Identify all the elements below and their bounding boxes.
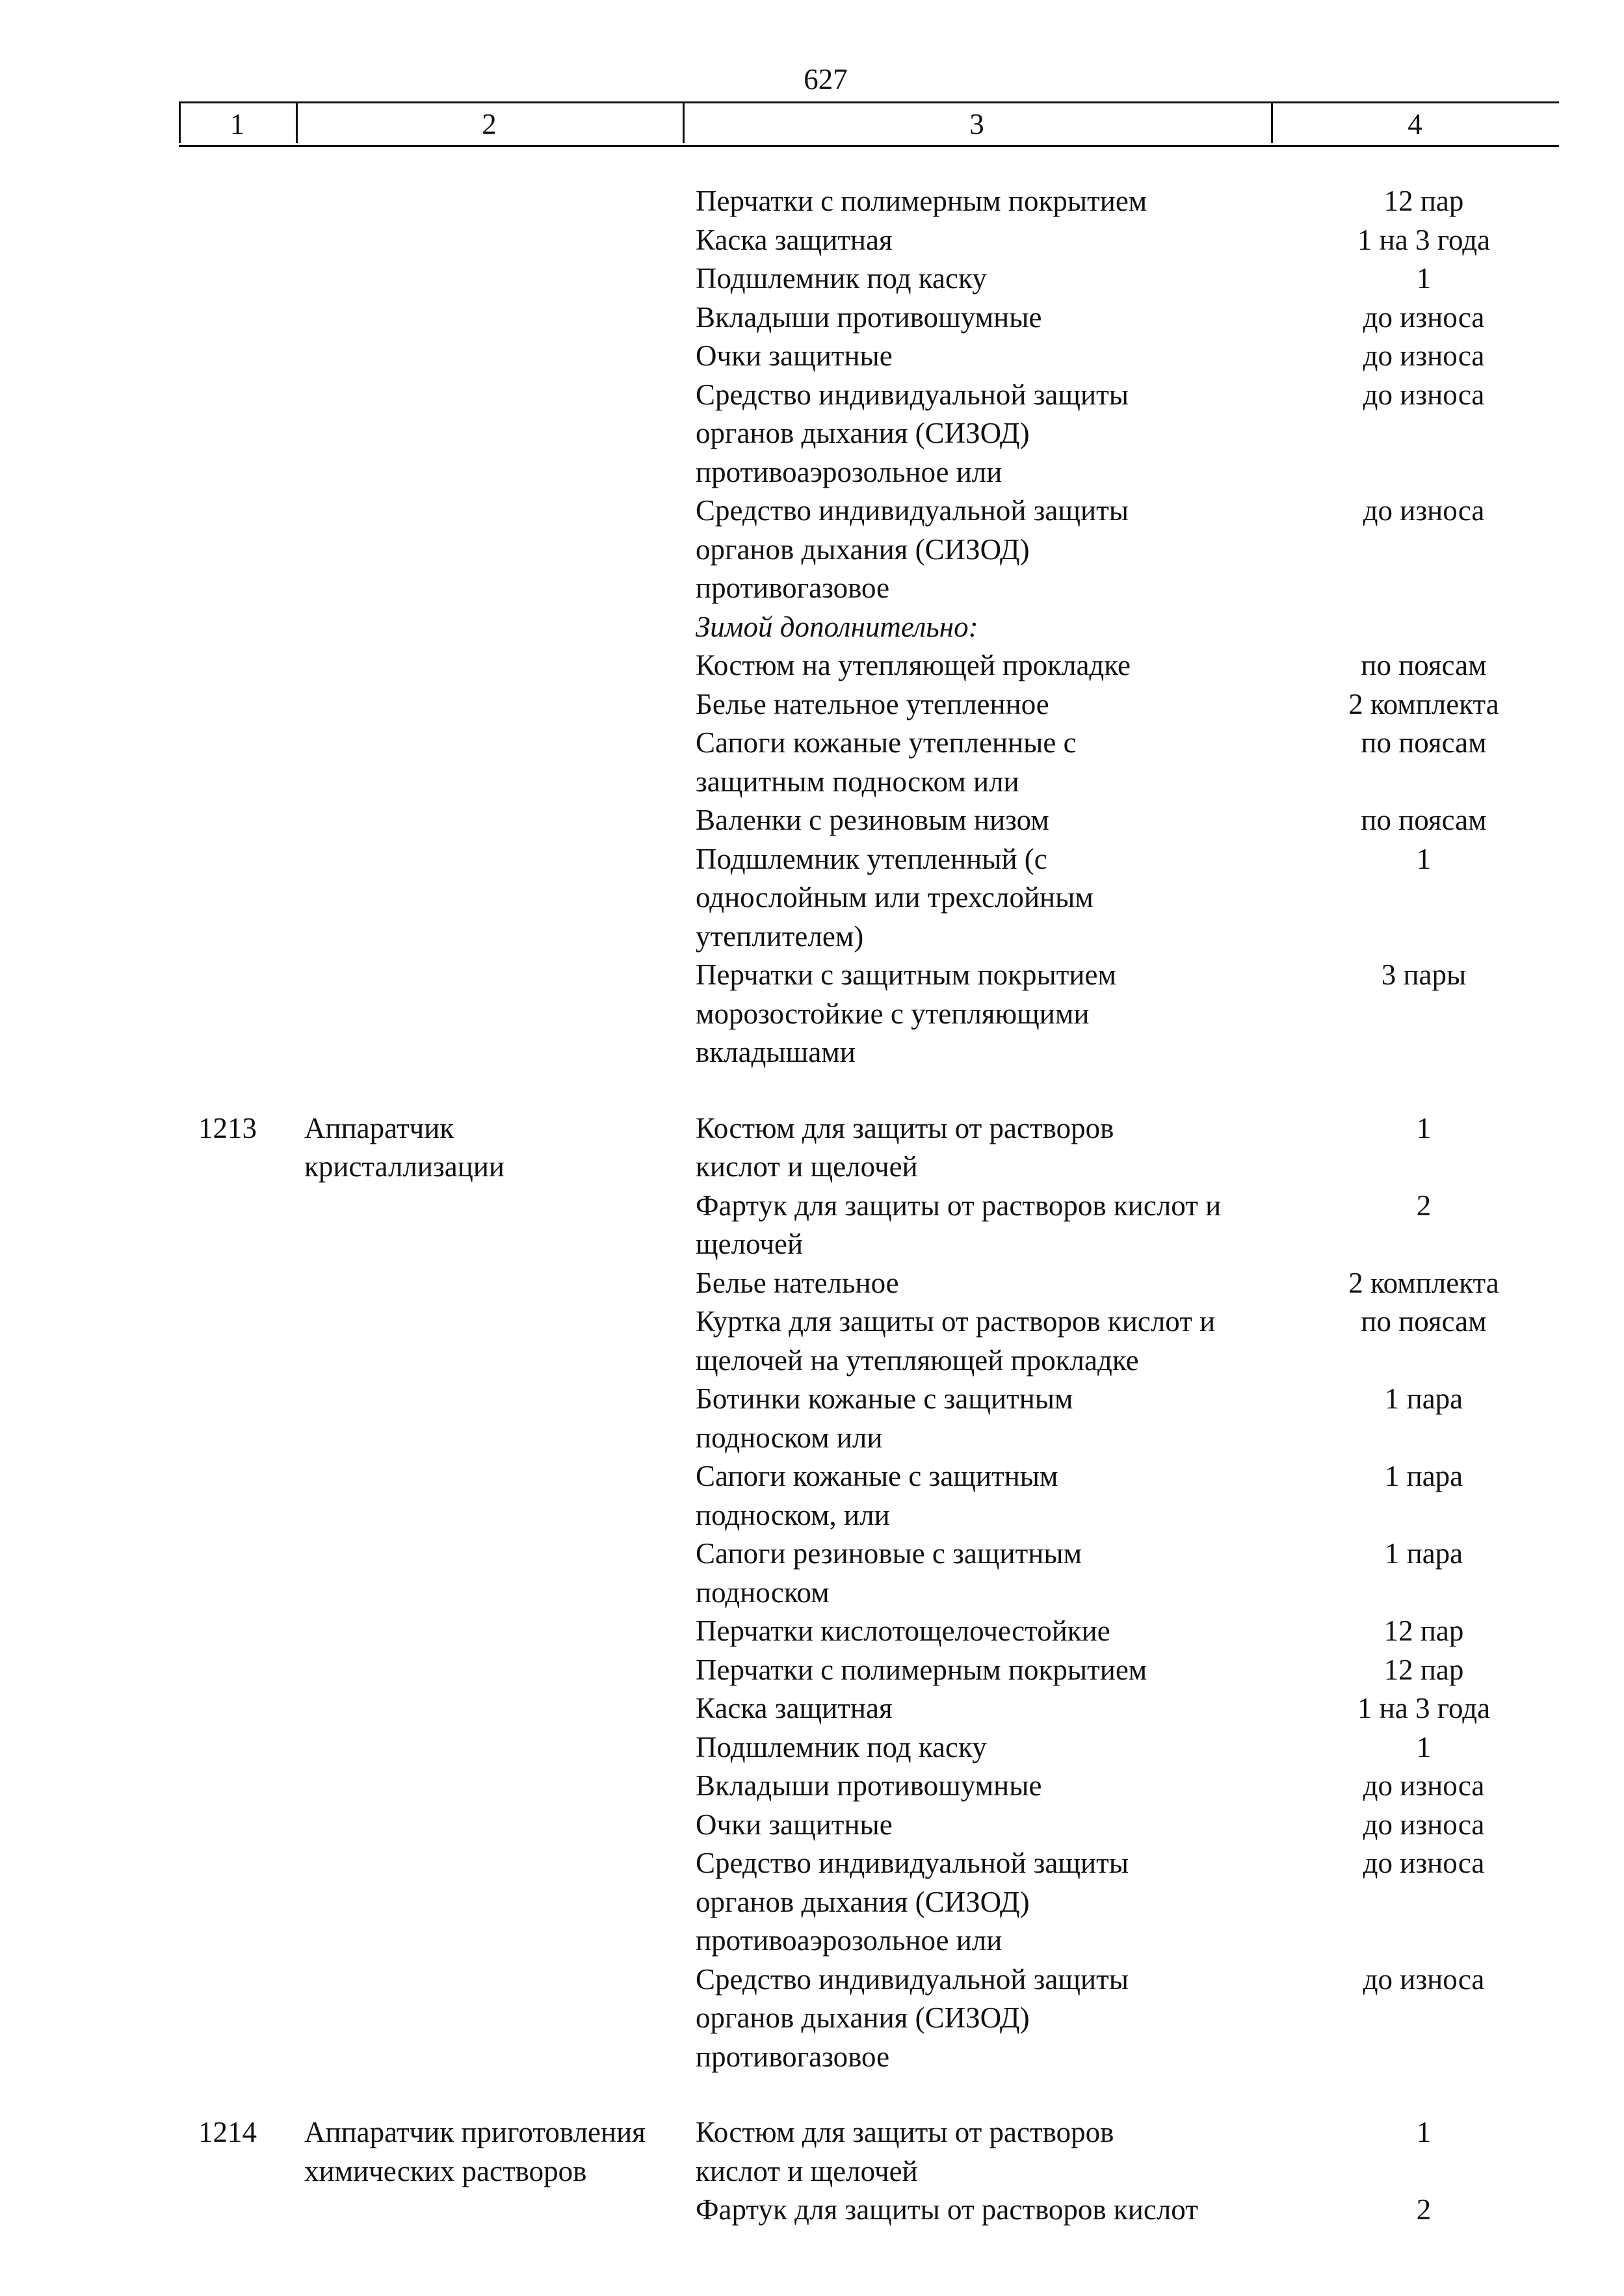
table-row	[0, 1380, 1624, 1457]
item-name: Подшлемник утепленный (с однослойным или трехслойным утеплителем)	[696, 842, 1094, 953]
item-name: Белье нательное	[696, 1266, 899, 1299]
entry-number: 1213	[198, 1111, 257, 1144]
table-row	[0, 801, 1624, 840]
item-norm: 2	[1416, 1189, 1432, 1222]
profession-name: Аппаратчик кристаллизации	[304, 1111, 504, 1183]
item-name: Перчатки с защитным покрытием морозостойкие с утепляющими вкладышами	[696, 958, 1116, 1068]
table-row	[0, 1457, 1624, 1535]
item-norm: 1 пара	[1384, 1382, 1463, 1415]
item-name: Средство индивидуальной защиты органов дыхания (СИЗОД) противоаэрозольное или	[696, 1847, 1129, 1957]
item-name: Фартук для защиты от растворов кислот	[696, 2193, 1198, 2226]
item-norm: до износа	[1363, 494, 1485, 527]
item-norm: 1	[1416, 842, 1432, 875]
header-col-1: 1	[229, 108, 245, 140]
item-norm: 1	[1416, 262, 1432, 295]
item-norm: 2 комплекта	[1348, 1266, 1499, 1299]
entry-number: 1214	[198, 2116, 257, 2148]
item-norm: 12 пар	[1383, 1653, 1464, 1686]
item-name: Валенки с резиновым низом	[696, 804, 1049, 836]
item-norm: 2	[1416, 2193, 1432, 2226]
item-norm: по поясам	[1361, 726, 1487, 759]
item-name: Сапоги резиновые с защитным подноском	[696, 1537, 1082, 1609]
table-row	[0, 1187, 1624, 1264]
table-row	[0, 376, 1624, 492]
item-name: Сапоги кожаные утепленные с защитным подноском или	[696, 726, 1077, 798]
item-norm: по поясам	[1361, 649, 1487, 681]
item-name: Костюм для защиты от растворов кислот и щелочей	[696, 2116, 1114, 2187]
item-norm: до износа	[1363, 378, 1485, 411]
table-row	[0, 1689, 1624, 1728]
header-divider	[296, 101, 298, 143]
item-name: Костюм для защиты от растворов кислот и щелочей	[696, 1111, 1114, 1183]
header-col-2: 2	[482, 108, 497, 140]
table-row	[0, 492, 1624, 608]
table-row	[0, 1535, 1624, 1612]
item-name: Средство индивидуальной защиты органов дыхания (СИЗОД) противогазовое	[696, 494, 1129, 604]
header-divider	[179, 101, 181, 143]
item-name: Подшлемник под каску	[696, 1730, 987, 1763]
item-name: Сапоги кожаные с защитным подноском, или	[696, 1460, 1058, 1531]
table-row	[0, 724, 1624, 801]
table-row	[0, 685, 1624, 724]
item-norm: 1	[1416, 2116, 1432, 2148]
item-norm: до износа	[1363, 300, 1485, 334]
page-number: 627	[804, 63, 848, 96]
item-name: Средство индивидуальной защиты органов дыхания (СИЗОД) противоаэрозольное или	[696, 378, 1129, 488]
item-norm: 1	[1416, 1730, 1432, 1763]
item-name: Перчатки с полимерным покрытием	[696, 185, 1147, 217]
winter-additional-label: Зимой дополнительно:	[696, 610, 978, 643]
item-name: Фартук для защиты от растворов кислот и щелочей	[696, 1189, 1222, 1260]
table-row	[0, 608, 1624, 647]
item-norm: 1 пара	[1384, 1460, 1463, 1492]
item-name: Белье нательное утепленное	[696, 687, 1049, 720]
table-row	[0, 646, 1624, 685]
table-row	[0, 1612, 1624, 1651]
item-norm: 12 пар	[1383, 1615, 1464, 1647]
table-row	[0, 337, 1624, 376]
item-name: Вкладыши противошумные	[696, 1769, 1042, 1802]
table-row	[0, 1264, 1624, 1303]
table-row	[0, 1844, 1624, 1960]
header-divider	[1271, 101, 1273, 143]
table-row	[0, 2113, 1624, 2191]
item-norm: 3 пары	[1381, 958, 1467, 991]
table-row	[0, 1767, 1624, 1806]
table-row	[0, 259, 1624, 298]
table-row	[0, 1109, 1624, 1187]
item-norm: 1 на 3 года	[1357, 1692, 1491, 1724]
table-header	[179, 101, 1559, 147]
profession-name: Аппаратчик приготовления химических растворов	[304, 2116, 646, 2187]
item-norm: 12 пар	[1383, 185, 1464, 217]
item-name: Каска защитная	[696, 1692, 893, 1724]
table-row	[0, 182, 1624, 221]
item-norm: до износа	[1363, 1808, 1485, 1841]
item-name: Ботинки кожаные с защитным подноском или	[696, 1382, 1073, 1454]
item-name: Очки защитные	[696, 1808, 893, 1841]
table-row	[0, 2191, 1624, 2230]
item-norm: до износа	[1363, 1769, 1485, 1802]
item-name: Подшлемник под каску	[696, 262, 987, 295]
item-name: Средство индивидуальной защиты органов дыхания (СИЗОД) противогазовое	[696, 1962, 1129, 2073]
table-row	[0, 1806, 1624, 1845]
header-col-3: 3	[969, 108, 984, 140]
table-row	[0, 221, 1624, 260]
item-name: Очки защитные	[696, 339, 893, 372]
table-row	[0, 1960, 1624, 2077]
table-row	[0, 1302, 1624, 1380]
item-name: Перчатки кислотощелочестойкие	[696, 1615, 1110, 1647]
item-norm: 1 на 3 года	[1357, 223, 1491, 256]
table-row	[0, 1651, 1624, 1690]
item-norm: 2 комплекта	[1348, 687, 1499, 720]
item-norm: 1	[1416, 1111, 1432, 1144]
item-norm: 1 пара	[1384, 1537, 1463, 1570]
item-name: Каска защитная	[696, 223, 893, 256]
table-row	[0, 956, 1624, 1072]
table-row	[0, 1728, 1624, 1767]
table-row	[0, 840, 1624, 957]
item-name: Вкладыши противошумные	[696, 300, 1042, 334]
header-col-4: 4	[1408, 108, 1422, 140]
item-name: Костюм на утепляющей прокладке	[696, 649, 1131, 681]
item-norm: до износа	[1363, 339, 1485, 372]
item-norm: до износа	[1363, 1962, 1485, 1996]
item-name: Куртка для защиты от растворов кислот и щелочей на утепляющей прокладке	[696, 1305, 1216, 1377]
item-norm: по поясам	[1361, 1305, 1487, 1338]
table-row	[0, 298, 1624, 337]
item-name: Перчатки с полимерным покрытием	[696, 1653, 1147, 1686]
header-divider	[683, 101, 685, 143]
item-norm: до износа	[1363, 1847, 1485, 1879]
table-body	[0, 182, 1624, 2230]
item-norm: по поясам	[1361, 804, 1487, 836]
